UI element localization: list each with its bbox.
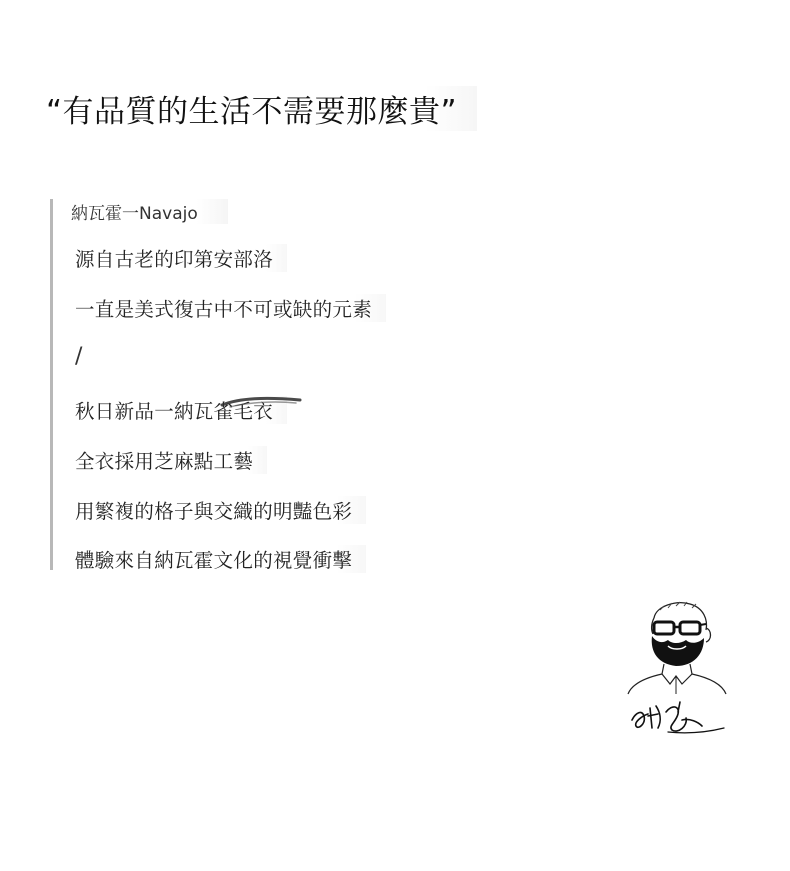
text-line-culture: 體驗來自納瓦霍文化的視覺衝擊 [75,545,366,573]
text-line-vintage: 一直是美式復古中不可或缺的元素 [75,294,386,322]
headline: “有品質的生活不需要那麼貴” [46,86,477,131]
text-line-colors: 用繁複的格子與交織的明豔色彩 [75,496,366,524]
text-line-origin: 源自古老的印第安部洛 [75,244,287,272]
divider-slash: / [75,344,83,369]
quote-block [50,199,473,570]
brush-stroke-icon [220,394,302,410]
text-line-craft: 全衣採用芝麻點工藝 [75,446,267,474]
text-line-new-product: 秋日新品一納瓦雀毛衣 [75,396,287,424]
section-subtitle: 納瓦霍一Navajo [71,199,228,224]
signature-icon [628,698,728,738]
